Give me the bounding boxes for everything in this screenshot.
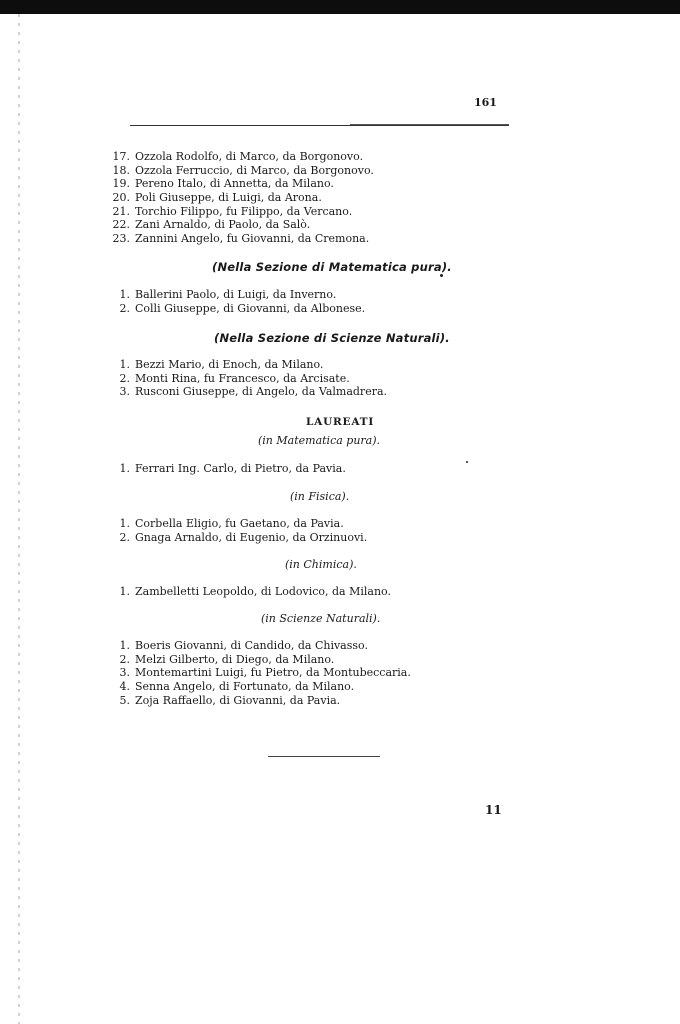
scan-speck — [440, 274, 443, 277]
list-item: 1. Zambelletti Leopoldo, di Lodovico, da Milano. — [119, 585, 391, 598]
subheading-in-fisica: (in Fisica). — [290, 490, 350, 503]
scan-speck — [466, 461, 468, 463]
list-item: 1. Boeris Giovanni, di Candido, da Chivasso. — [119, 639, 368, 652]
list-item: 1. Corbella Eligio, fu Gaetano, da Pavia. — [119, 517, 344, 530]
section-heading-scienze-naturali: (Nella Sezione di Scienze Naturali). — [214, 331, 450, 345]
scan-top-band — [0, 0, 680, 14]
list-item: 2. Gnaga Arnaldo, di Eugenio, da Orzinuovi. — [119, 530, 368, 544]
list-item: 2. Melzi Gilberto, di Diego, da Milano. — [119, 652, 335, 666]
list-item: 19. Pereno Italo, di Annetta, da Milano. — [112, 177, 334, 191]
list-laureati-fisica — [112, 517, 367, 544]
list-laureati-scienze-naturali — [112, 639, 411, 707]
list-scienze-naturali — [112, 358, 387, 399]
closing-rule — [268, 756, 380, 757]
list-continued — [112, 150, 374, 246]
list-item: 1. Ballerini Paolo, di Luigi, da Inverno. — [119, 288, 337, 301]
list-item: 3. Rusconi Giuseppe, di Angelo, da Valmadrera. — [119, 385, 388, 399]
list-item: 17. Ozzola Rodolfo, di Marco, da Borgonovo. — [112, 150, 364, 163]
list-item: 4. Senna Angelo, di Fortunato, da Milano. — [119, 680, 355, 694]
list-item: 2. Colli Giuseppe, di Giovanni, da Albonese. — [119, 301, 366, 315]
list-laureati-chimica — [112, 585, 391, 599]
list-laureati-matematica-pura — [112, 462, 346, 476]
subheading-in-matematica-pura: (in Matematica pura). — [258, 434, 381, 447]
laureati-heading: LAUREATI — [305, 416, 375, 428]
list-matematica-pura — [112, 288, 365, 315]
page-number: 161 — [474, 96, 497, 109]
list-item: 23. Zannini Angelo, fu Giovanni, da Cremona. — [112, 232, 370, 246]
list-item: 2. Monti Rina, fu Francesco, da Arcisate. — [119, 371, 350, 385]
list-item: 1. Ferrari Ing. Carlo, di Pietro, da Pavia. — [119, 462, 346, 475]
list-item: 22. Zani Arnaldo, di Paolo, da Salò. — [112, 218, 311, 232]
list-item: 21. Torchio Filippo, fu Filippo, da Vercano. — [112, 204, 353, 218]
sheet-signature-number: 11 — [485, 803, 502, 817]
header-rule — [130, 125, 509, 126]
list-item: 1. Bezzi Mario, di Enoch, da Milano. — [119, 358, 324, 371]
list-item: 3. Montemartini Luigi, fu Pietro, da Montubeccaria. — [119, 666, 411, 680]
binding-edge — [18, 14, 20, 1024]
list-item: 5. Zoja Raffaello, di Giovanni, da Pavia. — [119, 693, 341, 707]
subheading-in-chimica: (in Chimica). — [285, 558, 357, 571]
section-heading-matematica-pura: (Nella Sezione di Matematica pura). — [212, 260, 452, 274]
subheading-in-scienze-naturali: (in Scienze Naturali). — [261, 612, 381, 625]
list-item: 20. Poli Giuseppe, di Luigi, da Arona. — [112, 191, 322, 205]
list-item: 18. Ozzola Ferruccio, di Marco, da Borgonovo. — [112, 163, 374, 177]
